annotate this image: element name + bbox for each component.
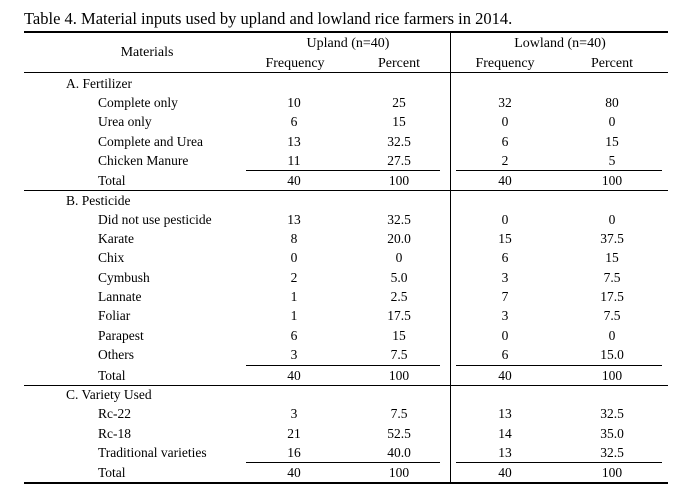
- lowland-percent: 35.0: [600, 426, 624, 441]
- upland-frequency: 40: [287, 173, 301, 188]
- upland-frequency: 6: [290, 114, 298, 129]
- lowland-frequency: 7: [501, 289, 509, 304]
- lowland-frequency: 3: [501, 308, 509, 323]
- upland-percent: 32.5: [387, 134, 411, 149]
- row-label: Cymbush: [98, 270, 150, 285]
- lowland-frequency-header: Frequency: [475, 56, 535, 71]
- row-label: Complete only: [98, 95, 178, 110]
- upland-frequency: 8: [290, 231, 298, 246]
- upland-frequency: 3: [290, 347, 298, 362]
- lowland-frequency: 0: [501, 114, 509, 129]
- row-label: Traditional varieties: [98, 445, 207, 460]
- upland-frequency: 11: [287, 153, 301, 168]
- lowland-percent: 15: [605, 250, 619, 265]
- upland-percent: 32.5: [387, 212, 411, 227]
- upland-percent: 100: [388, 368, 410, 383]
- row-label: Foliar: [98, 308, 131, 323]
- upland-percent-header: Percent: [378, 56, 420, 71]
- section-title: A. Fertilizer: [66, 76, 132, 91]
- row-label: Urea only: [98, 114, 152, 129]
- table-caption: Table 4. Material inputs used by upland and lowland rice farmers in 2014.: [24, 9, 513, 28]
- lowland-frequency: 13: [498, 406, 512, 421]
- upland-frequency: 1: [290, 308, 298, 323]
- upland-percent: 17.5: [387, 308, 411, 323]
- upland-frequency: 3: [290, 406, 298, 421]
- lowland-percent: 37.5: [600, 231, 624, 246]
- lowland-frequency: 0: [501, 212, 509, 227]
- lowland-frequency: 40: [498, 465, 512, 480]
- lowland-percent: 7.5: [603, 308, 621, 323]
- lowland-frequency: 40: [498, 173, 512, 188]
- section-title: C. Variety Used: [66, 387, 152, 402]
- row-label: Complete and Urea: [98, 134, 203, 149]
- row-label: Others: [98, 347, 134, 362]
- lowland-frequency: 6: [501, 134, 509, 149]
- lowland-frequency: 3: [501, 270, 509, 285]
- lowland-percent: 7.5: [603, 270, 621, 285]
- row-label: Total: [98, 368, 126, 383]
- row-label: Chix: [98, 250, 125, 265]
- lowland-percent: 0: [608, 114, 616, 129]
- row-label: Total: [98, 465, 126, 480]
- lowland-percent: 80: [605, 95, 619, 110]
- lowland-percent: 100: [601, 465, 623, 480]
- upland-frequency: 21: [287, 426, 301, 441]
- column-divider: [450, 33, 451, 482]
- lowland-frequency: 2: [501, 153, 509, 168]
- upland-frequency: 40: [287, 368, 301, 383]
- upland-percent: 100: [388, 173, 410, 188]
- upland-percent: 25: [392, 95, 406, 110]
- row-label: Chicken Manure: [98, 153, 189, 168]
- row-label: Total: [98, 173, 126, 188]
- lowland-header: Lowland (n=40): [514, 36, 606, 51]
- upland-frequency: 0: [290, 250, 298, 265]
- upland-percent: 7.5: [390, 347, 408, 362]
- lowland-frequency: 14: [498, 426, 512, 441]
- lowland-frequency: 15: [498, 231, 512, 246]
- lowland-percent: 0: [608, 212, 616, 227]
- lowland-percent: 32.5: [600, 445, 624, 460]
- upland-frequency: 16: [287, 445, 301, 460]
- row-label: Rc-18: [98, 426, 131, 441]
- upland-frequency: 6: [290, 328, 298, 343]
- upland-percent: 40.0: [387, 445, 411, 460]
- lowland-frequency: 32: [498, 95, 512, 110]
- lowland-percent: 15: [605, 134, 619, 149]
- upland-percent: 2.5: [390, 289, 408, 304]
- upland-percent: 5.0: [390, 270, 408, 285]
- lowland-frequency: 13: [498, 445, 512, 460]
- upland-percent: 27.5: [387, 153, 411, 168]
- upland-percent: 100: [388, 465, 410, 480]
- row-label: Parapest: [98, 328, 144, 343]
- lowland-frequency: 6: [501, 347, 509, 362]
- lowland-percent: 32.5: [600, 406, 624, 421]
- upland-header: Upland (n=40): [306, 36, 390, 51]
- upland-percent: 7.5: [390, 406, 408, 421]
- lowland-frequency: 0: [501, 328, 509, 343]
- top-rule: [24, 31, 668, 33]
- upland-percent: 20.0: [387, 231, 411, 246]
- bottom-rule: [24, 482, 668, 484]
- lowland-frequency: 6: [501, 250, 509, 265]
- row-label: Rc-22: [98, 406, 131, 421]
- upland-frequency: 1: [290, 289, 298, 304]
- upland-frequency: 13: [287, 212, 301, 227]
- upland-percent: 15: [392, 328, 406, 343]
- lowland-percent: 100: [601, 173, 623, 188]
- upland-frequency: 2: [290, 270, 298, 285]
- upland-frequency: 13: [287, 134, 301, 149]
- lowland-percent: 17.5: [600, 289, 624, 304]
- materials-header: Materials: [120, 45, 174, 60]
- lowland-frequency: 40: [498, 368, 512, 383]
- lowland-percent-header: Percent: [591, 56, 633, 71]
- upland-frequency: 40: [287, 465, 301, 480]
- lowland-percent: 15.0: [600, 347, 624, 362]
- row-label: Karate: [98, 231, 134, 246]
- upland-percent: 15: [392, 114, 406, 129]
- section-title: B. Pesticide: [66, 193, 131, 208]
- row-label: Lannate: [98, 289, 142, 304]
- upland-percent: 0: [395, 250, 403, 265]
- lowland-percent: 0: [608, 328, 616, 343]
- lowland-percent: 100: [601, 368, 623, 383]
- row-label: Did not use pesticide: [98, 212, 212, 227]
- upland-frequency: 10: [287, 95, 301, 110]
- upland-frequency-header: Frequency: [265, 56, 325, 71]
- lowland-percent: 5: [608, 153, 616, 168]
- upland-percent: 52.5: [387, 426, 411, 441]
